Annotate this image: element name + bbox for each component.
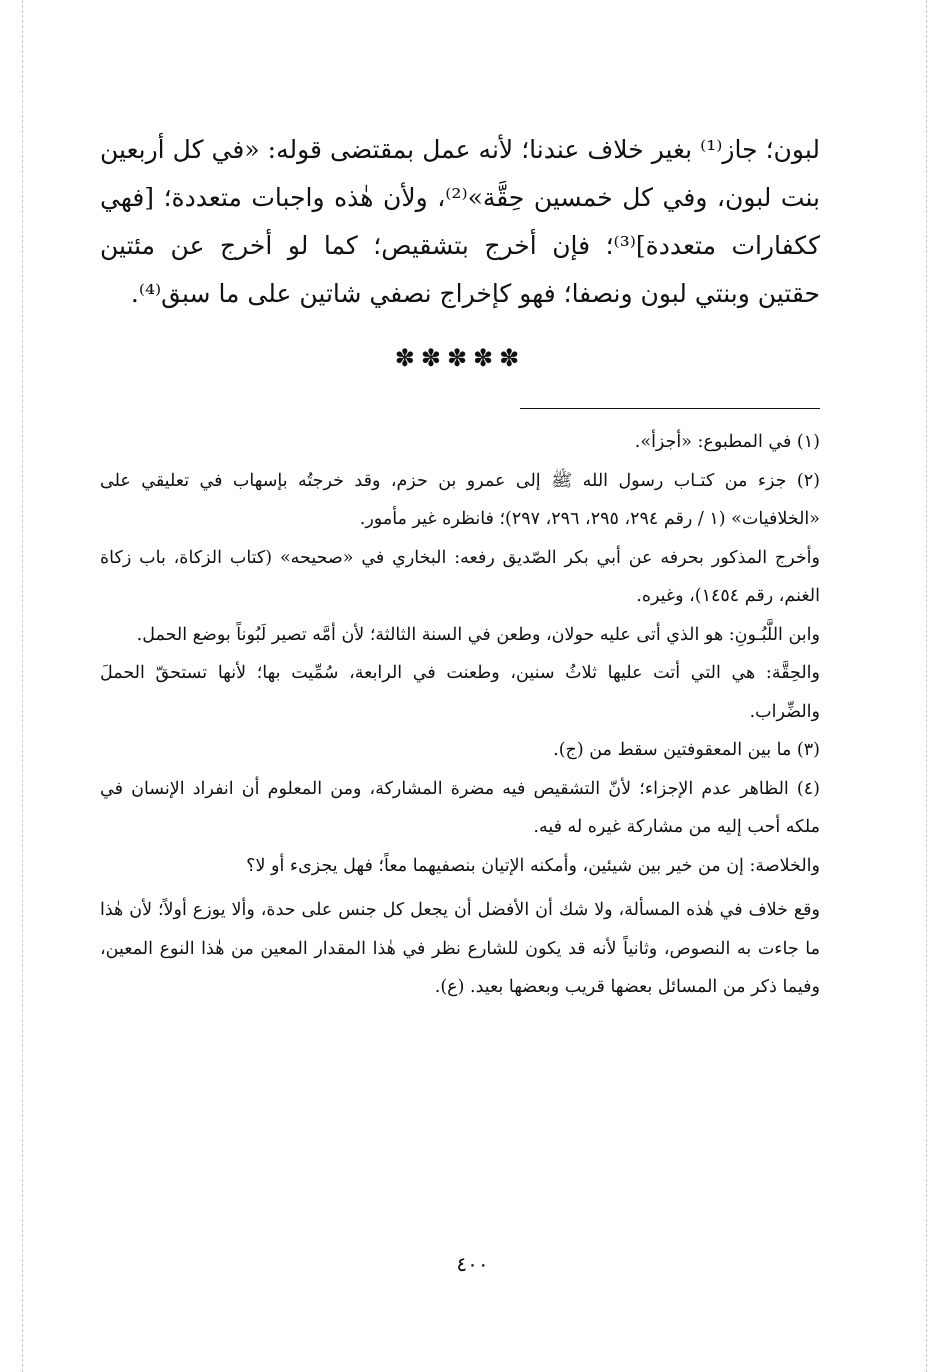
footnote-2-continued: وأخرج المذكور بحرفه عن أبي بكر الصّديق رفعه: البخاري في «صحيحه» (كتاب الزكاة، باب زكاة الغنم، رقم ١٤٥٤)، وغيره. bbox=[100, 547, 820, 606]
footnotes bbox=[100, 423, 820, 1007]
section-separator: ✽✽✽✽✽ bbox=[394, 344, 526, 372]
main-paragraph: لبون؛ جاز⁽¹⁾ بغير خلاف عندنا؛ لأنه عمل بمقتضى قوله: «في كل أربعين بنت لبون، وفي كل خمسين حِقَّة»⁽²⁾، ولأن هٰذه واجبات متعددة؛ [فهي ككفارات متعددة]⁽³⁾؛ فإن أخرج بتشقيص؛ كما لو أخرج عن مئتين حقتين وبنتي لبون ونصفا؛ فهو كإخراج نصفي شاتين على ما سبق⁽⁴⁾. bbox=[100, 135, 820, 308]
footnote-rule bbox=[520, 408, 820, 409]
footnote-1: (١) في المطبوع: «أجزأ». bbox=[634, 432, 820, 452]
page-number: ٤٠٠ bbox=[456, 1252, 489, 1276]
footnote-2-definition-ibn-labun: وابن اللَّبُـونِ: هو الذي أتى عليه حولان، وطعن في السنة الثالثة؛ لأن أمَّه تصير لَبُوناً بوضع الحمل. bbox=[136, 624, 820, 645]
footnote-4-discussion: وقع خلاف في هٰذه المسألة، ولا شك أن الأفضل أن يجعل كل جنس على حدة، وألا يوزع أولاً؛ لأن هٰذا ما جاءت به النصوص، وثانياً لأنه قد يكون للشارع نظر في هٰذا المقدار المعين من هٰذا النوع المعين، وفيما ذكر من المسائل بعضها قريب وبعضها بعيد. (ع). bbox=[100, 900, 820, 997]
footnote-2: (٢) جزء من كتـاب رسول الله ﷺ إلى عمرو بن حزم، وقد خرجتُه بإسهاب في تعليقي على «الخلافيات» (١ / رقم ٢٩٤، ٢٩٥، ٢٩٦، ٢٩٧)؛ فانظره غير مأمور. bbox=[100, 470, 820, 529]
footnote-4: (٤) الظاهر عدم الإجزاء؛ لأنّ التشقيص فيه مضرة المشاركة، ومن المعلوم أن انفراد الإنسان في ملكه أحب إليه من مشاركة غيره له فيه. bbox=[100, 778, 820, 837]
page-body bbox=[100, 126, 820, 1007]
footnote-3: (٣) ما بين المعقوفتين سقط من (ج). bbox=[553, 740, 820, 760]
footnote-4-summary: والخلاصة: إن من خير بين شيئين، وأمكنه الإتيان بنصفيهما معاً؛ فهل يجزىء أو لا؟ bbox=[246, 855, 820, 876]
scan-margin-right bbox=[926, 0, 927, 1372]
footnote-2-definition-hiqqa: والحِقَّة: هي التي أتت عليها ثلاثُ سنين، وطعنت في الرابعة، سُمِّيت بها؛ لأنها تستحقّ الحملَ والضِّراب. bbox=[100, 663, 820, 722]
scan-margin-left bbox=[22, 0, 23, 1372]
